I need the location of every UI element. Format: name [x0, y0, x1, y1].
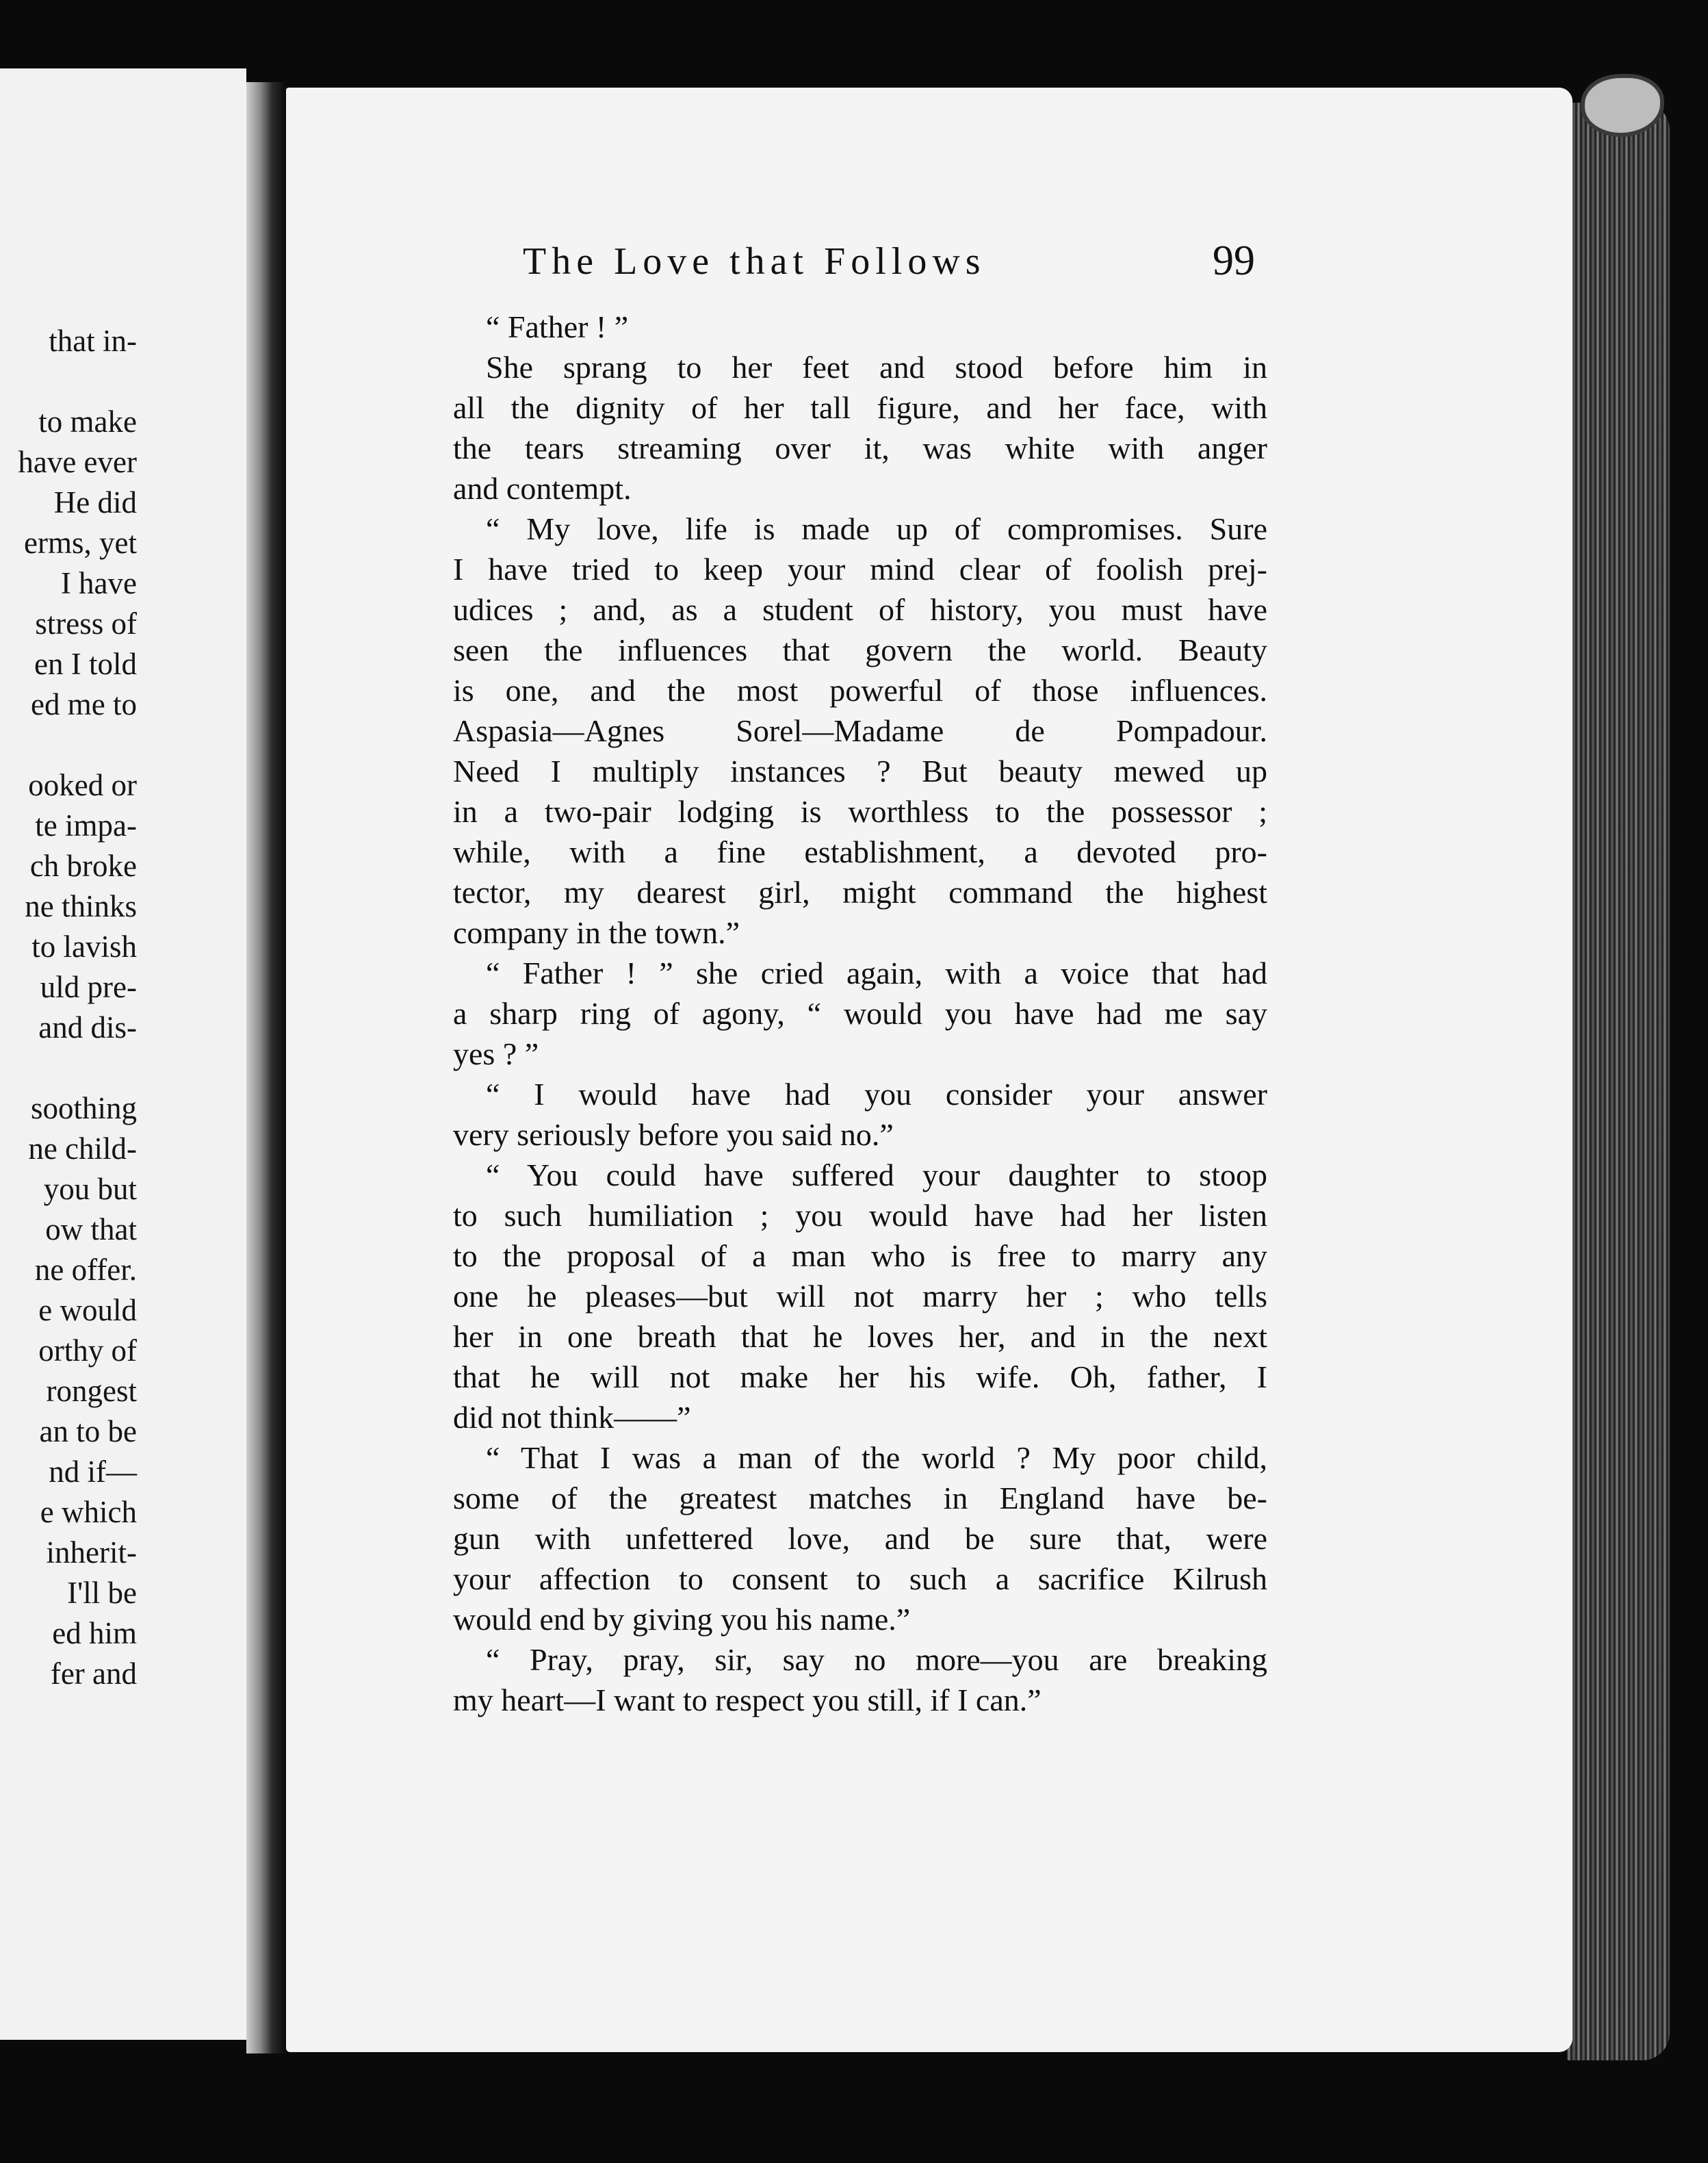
text-line: your affection to consent to such a sacrifice Kilrush: [453, 1561, 1267, 1596]
text-line: in a two-pair lodging is worthless to the possessor ;: [453, 794, 1267, 829]
text-line: “ You could have suffered your daughter to stoop: [486, 1157, 1267, 1192]
previous-page-line: nd if—: [49, 1455, 137, 1489]
text-line: Need I multiply instances ? But beauty mewed up: [453, 754, 1267, 789]
text-line: “ My love, life is made up of compromises. Sure: [486, 511, 1267, 546]
text-line: one he pleases—but will not marry her ; who tells: [453, 1279, 1267, 1314]
previous-page-line: ow that: [45, 1212, 137, 1246]
text-line: did not think——”: [453, 1400, 691, 1435]
previous-page-line: rongest: [46, 1374, 137, 1408]
text-line: “ Pray, pray, sir, say no more—you are breaking: [486, 1642, 1267, 1677]
text-line: very seriously before you said no.”: [453, 1117, 894, 1152]
previous-page-line: I have: [60, 566, 137, 600]
previous-page-line: ne child-: [28, 1131, 137, 1166]
previous-page-line: soothing: [30, 1091, 137, 1125]
text-line: “ That I was a man of the world ? My poor child,: [486, 1440, 1267, 1475]
text-line: the tears streaming over it, was white with anger: [453, 431, 1267, 465]
text-line: is one, and the most powerful of those influences.: [453, 673, 1267, 708]
previous-page-line: te impa-: [35, 808, 137, 843]
text-line: and contempt.: [453, 471, 632, 506]
previous-page-line: orthy of: [38, 1333, 137, 1368]
text-line: her in one breath that he loves her, and in the next: [453, 1319, 1267, 1354]
previous-page-line: to lavish: [31, 930, 137, 964]
previous-page-line: that in-: [49, 324, 137, 358]
text-line: some of the greatest matches in England have be-: [453, 1481, 1267, 1515]
previous-page-line: ed him: [52, 1616, 137, 1650]
text-line: to the proposal of a man who is free to marry any: [453, 1238, 1267, 1273]
previous-page-line: and dis-: [38, 1010, 137, 1045]
text-line: tector, my dearest girl, might command the highest: [453, 875, 1267, 910]
previous-page-line: inherit-: [46, 1535, 137, 1570]
text-line: I have tried to keep your mind clear of foolish prej-: [453, 552, 1267, 587]
previous-page-line: ch broke: [29, 849, 137, 883]
previous-page-line: an to be: [39, 1414, 137, 1448]
page-number: 99: [1213, 238, 1255, 284]
text-line: seen the influences that govern the world. Beauty: [453, 632, 1267, 667]
text-line: would end by giving you his name.”: [453, 1602, 911, 1637]
previous-page-line: stress of: [35, 606, 137, 641]
text-line: to such humiliation ; you would have had her listen: [453, 1198, 1267, 1233]
previous-page-line: I'll be: [67, 1576, 137, 1610]
text-line: a sharp ring of agony, “ would you have had me say: [453, 996, 1267, 1031]
text-line: all the dignity of her tall figure, and her face, with: [453, 390, 1267, 425]
text-line: “ I would have had you consider your answer: [486, 1077, 1267, 1112]
running-head: The Love that Follows: [523, 240, 986, 283]
previous-page-line: have ever: [18, 445, 137, 479]
previous-page-line: ne offer.: [34, 1253, 137, 1287]
previous-page-line: e which: [40, 1495, 137, 1529]
text-line: yes ? ”: [453, 1036, 539, 1071]
previous-page: [0, 68, 246, 2040]
previous-page-line: He did: [53, 485, 137, 520]
text-line: Aspasia—Agnes Sorel—Madame de Pompadour.: [453, 713, 1267, 748]
previous-page-line: erms, yet: [24, 526, 137, 560]
text-line: gun with unfettered love, and be sure that, were: [453, 1521, 1267, 1556]
text-line: that he will not make her his wife. Oh, father, I: [453, 1359, 1267, 1394]
previous-page-line: ed me to: [31, 687, 137, 721]
text-line: She sprang to her feet and stood before him in: [486, 350, 1267, 385]
text-line: “ Father ! ” she cried again, with a voice that had: [486, 956, 1267, 990]
text-line: my heart—I want to respect you still, if I can.”: [453, 1682, 1041, 1717]
previous-page-line: ooked or: [28, 768, 137, 802]
previous-page-line: to make: [38, 405, 137, 439]
page-edges: [1567, 103, 1670, 2060]
previous-page-line: uld pre-: [40, 970, 137, 1004]
text-line: “ Father ! ”: [486, 309, 629, 344]
previous-page-line: fer and: [50, 1656, 137, 1691]
previous-page-line: en I told: [34, 647, 137, 681]
text-line: company in the town.”: [453, 915, 740, 950]
previous-page-line: e would: [38, 1293, 137, 1327]
previous-page-line: you but: [43, 1172, 137, 1206]
text-line: while, with a fine establishment, a devoted pro-: [453, 834, 1267, 869]
text-line: udices ; and, as a student of history, you must have: [453, 592, 1267, 627]
previous-page-line: ne thinks: [25, 889, 137, 923]
book-gutter: [246, 82, 286, 2053]
